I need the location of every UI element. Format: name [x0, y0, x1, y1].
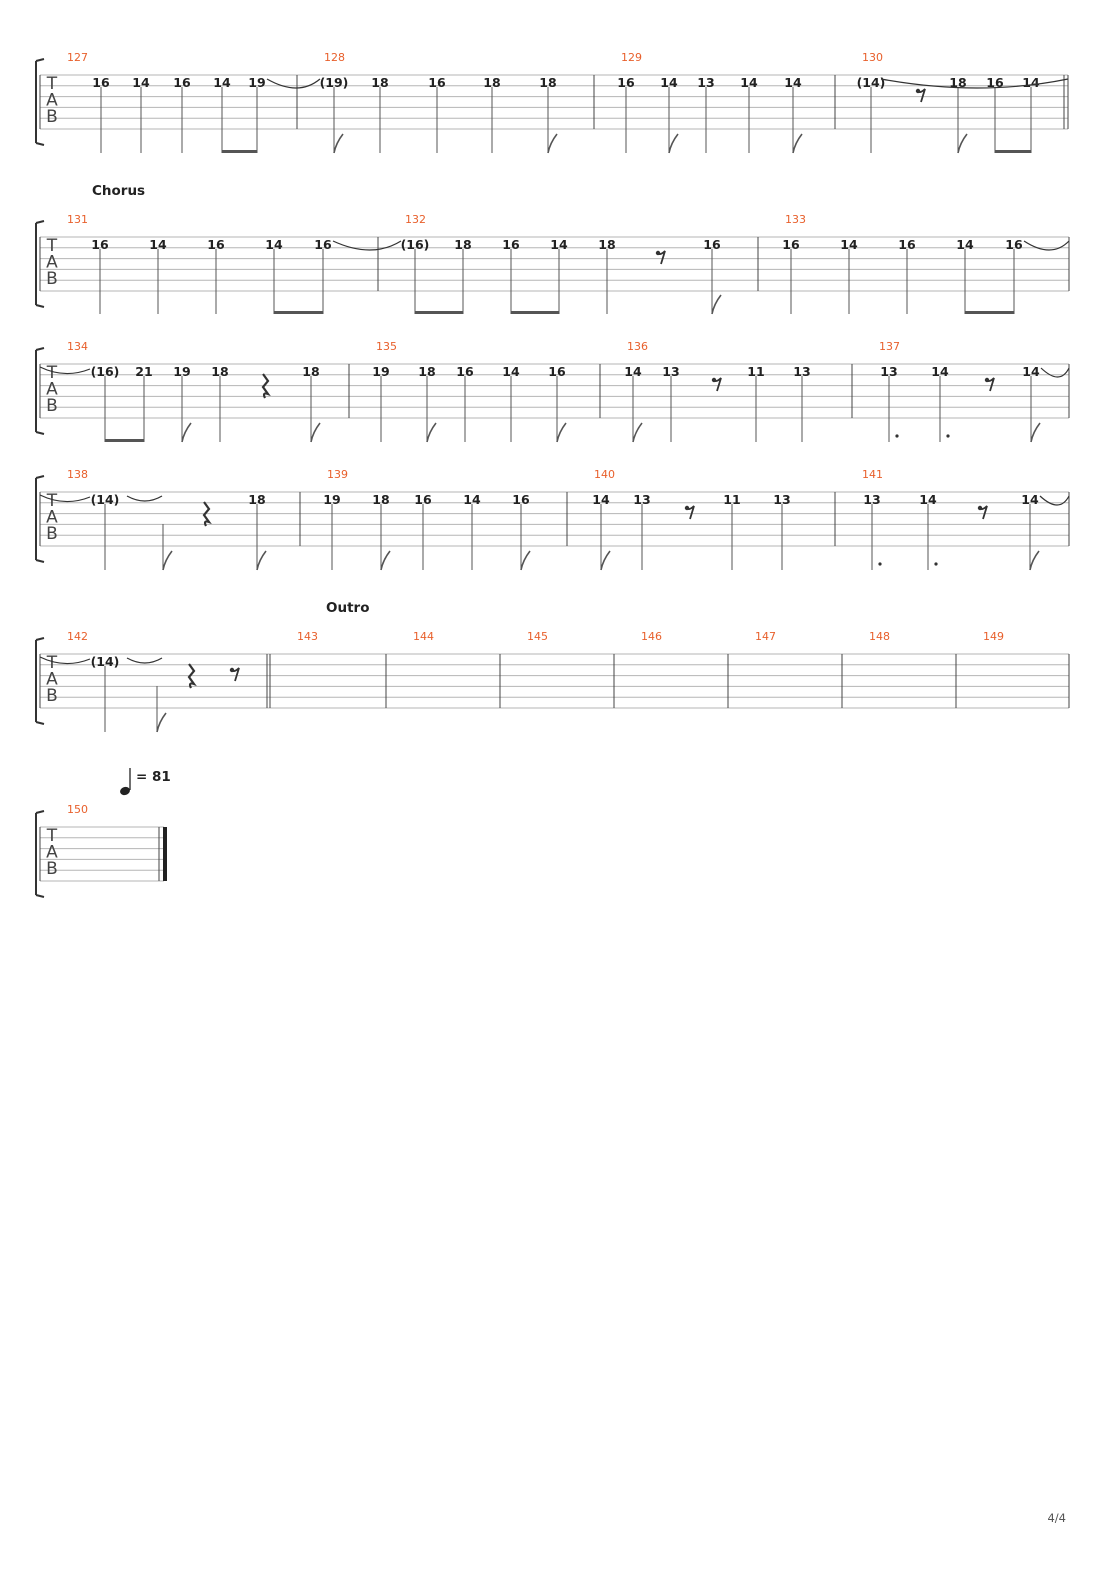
fret-number: 16: [898, 237, 916, 252]
fret-number: 18: [539, 75, 557, 90]
bar-number: 129: [621, 51, 642, 64]
bar-number: 139: [327, 468, 348, 481]
note-flag: [793, 134, 802, 153]
fret-number: (16): [400, 237, 430, 252]
tab-clef-letter: T: [46, 826, 58, 846]
tab-system: [36, 600, 1069, 732]
fret-number: 14: [1022, 364, 1040, 379]
tab-clef-letter: A: [46, 379, 58, 400]
fret-number: 16: [986, 75, 1004, 90]
fret-number: 13: [633, 492, 651, 507]
fret-number: 13: [773, 492, 791, 507]
note-beam: [995, 150, 1031, 153]
final-barline: [163, 827, 167, 881]
note-flag: [311, 423, 320, 442]
note-flag: [669, 134, 678, 153]
tab-clef-letter: B: [46, 686, 58, 706]
tab-clef-letter: T: [46, 653, 58, 673]
tab-clef-letter: T: [46, 74, 58, 94]
tie: [1041, 368, 1069, 377]
fret-number: 21: [135, 364, 153, 379]
bar-number: 128: [324, 51, 345, 64]
fret-number: 19: [248, 75, 266, 90]
note-flag: [163, 551, 172, 570]
bar-number: 147: [755, 630, 776, 643]
tab-clef-letter: B: [46, 396, 58, 416]
bar-number: 137: [879, 340, 900, 353]
tab-clef-letter: T: [46, 491, 58, 511]
tie: [127, 658, 162, 663]
tie: [881, 79, 1068, 88]
note-flag: [182, 423, 191, 442]
eighth-rest: [656, 251, 660, 255]
tab-system: [36, 51, 1068, 153]
eighth-rest: [916, 89, 920, 93]
fret-number: 16: [207, 237, 225, 252]
eighth-rest: [230, 668, 234, 672]
note-beam: [415, 311, 463, 314]
tie: [127, 496, 162, 501]
fret-number: 14: [660, 75, 678, 90]
tab-clef-letter: B: [46, 859, 58, 879]
bar-number: 141: [862, 468, 883, 481]
fret-number: 19: [372, 364, 390, 379]
fret-number: 18: [483, 75, 501, 90]
note-flag: [521, 551, 530, 570]
fret-number: 14: [740, 75, 758, 90]
bar-number: 148: [869, 630, 890, 643]
fret-number: 14: [265, 237, 283, 252]
fret-number: 14: [502, 364, 520, 379]
tab-clef-letter: A: [46, 507, 58, 528]
eighth-rest: [985, 378, 989, 382]
bar-number: 127: [67, 51, 88, 64]
fret-number: 14: [784, 75, 802, 90]
section-marker: Chorus: [92, 183, 146, 199]
tempo-note-icon: [119, 786, 131, 797]
fret-number: 13: [793, 364, 811, 379]
fret-number: 19: [323, 492, 341, 507]
note-beam: [965, 311, 1014, 314]
dot: [934, 562, 937, 565]
tab-system: [36, 468, 1069, 570]
dot: [895, 434, 898, 437]
bar-number: 150: [67, 803, 88, 816]
bar-number: 132: [405, 213, 426, 226]
note-flag: [557, 423, 566, 442]
note-flag: [381, 551, 390, 570]
eighth-rest: [712, 378, 716, 382]
fret-number: 16: [456, 364, 474, 379]
fret-number: 14: [149, 237, 167, 252]
fret-number: 18: [248, 492, 266, 507]
fret-number: 16: [782, 237, 800, 252]
fret-number: 14: [840, 237, 858, 252]
fret-number: 14: [1022, 75, 1040, 90]
section-marker: Outro: [326, 600, 370, 616]
fret-number: 16: [92, 75, 110, 90]
bar-number: 136: [627, 340, 648, 353]
fret-number: 14: [463, 492, 481, 507]
note-flag: [257, 551, 266, 570]
fret-number: 18: [211, 364, 229, 379]
fret-number: (14): [856, 75, 886, 90]
page-number: 4/4: [1047, 1511, 1066, 1525]
fret-number: 14: [592, 492, 610, 507]
bar-number: 133: [785, 213, 806, 226]
tie: [1040, 496, 1069, 505]
dot: [946, 434, 949, 437]
fret-number: 16: [173, 75, 191, 90]
fret-number: 16: [314, 237, 332, 252]
fret-number: 18: [418, 364, 436, 379]
fret-number: 14: [931, 364, 949, 379]
fret-number: 16: [617, 75, 635, 90]
tab-clef-letter: A: [46, 90, 58, 111]
bar-number: 145: [527, 630, 548, 643]
fret-number: 14: [624, 364, 642, 379]
fret-number: 13: [662, 364, 680, 379]
tab-clef-letter: T: [46, 236, 58, 256]
note-flag: [1030, 551, 1039, 570]
tab-clef-letter: A: [46, 669, 58, 690]
bar-number: 131: [67, 213, 88, 226]
bar-number: 149: [983, 630, 1004, 643]
fret-number: 18: [454, 237, 472, 252]
bar-number: 143: [297, 630, 318, 643]
fret-number: 14: [132, 75, 150, 90]
tab-clef-letter: A: [46, 842, 58, 863]
fret-number: 18: [372, 492, 390, 507]
fret-number: 13: [880, 364, 898, 379]
fret-number: 16: [1005, 237, 1023, 252]
fret-number: 11: [747, 364, 765, 379]
fret-number: 16: [548, 364, 566, 379]
fret-number: 14: [1021, 492, 1039, 507]
bar-number: 135: [376, 340, 397, 353]
bar-number: 144: [413, 630, 434, 643]
fret-number: 18: [371, 75, 389, 90]
note-flag: [157, 713, 166, 732]
fret-number: 16: [428, 75, 446, 90]
fret-number: 11: [723, 492, 741, 507]
fret-number: 13: [863, 492, 881, 507]
tempo-value: = 81: [136, 769, 171, 785]
fret-number: 16: [703, 237, 721, 252]
fret-number: 16: [502, 237, 520, 252]
tempo-marking: [119, 768, 171, 796]
tab-system: [36, 340, 1069, 442]
note-beam: [222, 150, 257, 153]
bar-number: 146: [641, 630, 662, 643]
fret-number: 18: [598, 237, 616, 252]
fret-number: 18: [949, 75, 967, 90]
note-flag: [633, 423, 642, 442]
dot: [878, 562, 881, 565]
eighth-rest: [685, 506, 689, 510]
fret-number: 14: [956, 237, 974, 252]
bar-number: 130: [862, 51, 883, 64]
tab-system: [36, 803, 167, 897]
note-flag: [427, 423, 436, 442]
fret-number: 16: [91, 237, 109, 252]
bar-number: 138: [67, 468, 88, 481]
note-beam: [105, 439, 144, 442]
fret-number: (16): [90, 364, 120, 379]
note-flag: [601, 551, 610, 570]
bar-number: 134: [67, 340, 88, 353]
tab-clef-letter: B: [46, 524, 58, 544]
tab-clef-letter: T: [46, 363, 58, 383]
tie: [1024, 241, 1069, 250]
fret-number: 14: [919, 492, 937, 507]
fret-number: 18: [302, 364, 320, 379]
tie: [333, 241, 401, 250]
fret-number: 16: [512, 492, 530, 507]
fret-number: 19: [173, 364, 191, 379]
fret-number: 14: [550, 237, 568, 252]
eighth-rest: [978, 506, 982, 510]
tab-system: [36, 183, 1069, 314]
tab-clef-letter: A: [46, 252, 58, 273]
fret-number: (19): [319, 75, 349, 90]
tab-clef-letter: B: [46, 107, 58, 127]
fret-number: (14): [90, 654, 120, 669]
note-flag: [712, 295, 721, 314]
bar-number: 140: [594, 468, 615, 481]
bar-number: 142: [67, 630, 88, 643]
fret-number: (14): [90, 492, 120, 507]
note-beam: [511, 311, 559, 314]
note-flag: [334, 134, 343, 153]
tab-clef-letter: B: [46, 269, 58, 289]
note-beam: [274, 311, 323, 314]
note-flag: [958, 134, 967, 153]
fret-number: 14: [213, 75, 231, 90]
fret-number: 16: [414, 492, 432, 507]
note-flag: [1031, 423, 1040, 442]
fret-number: 13: [697, 75, 715, 90]
note-flag: [548, 134, 557, 153]
tie: [267, 79, 320, 88]
